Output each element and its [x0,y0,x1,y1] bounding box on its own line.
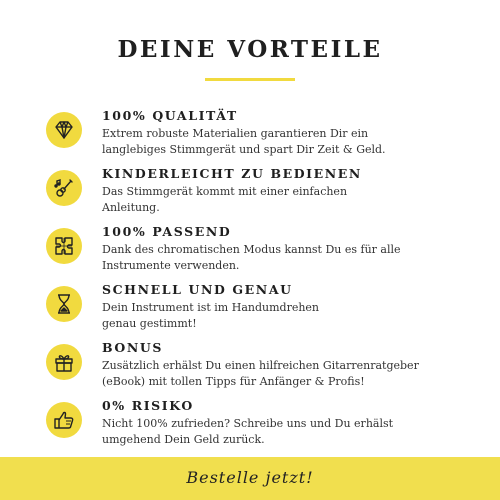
puzzle-icon [46,228,82,264]
benefit-item-quality [0,108,500,166]
footer-banner[interactable] [0,457,500,500]
benefit-description: Dein Instrument ist im Handumdrehen genau gestimmt! [102,301,320,330]
benefit-item-fitting [0,224,500,282]
benefit-description: Zusätzlich erhälst Du einen hilfreichen Gitarrenratgeber (eBook) mit tollen Tipps für Anfänger & Profis! [102,359,419,388]
benefit-description: Das Stimmgerät kommt mit einer einfachen Anleitung. [102,185,348,214]
benefit-title: 100% PASSEND [102,224,232,239]
benefit-title: SCHNELL UND GENAU [102,282,293,297]
benefit-description: Extrem robuste Materialien garantieren Dir ein langlebiges Stimmgerät und spart Dir Zeit & Geld. [102,127,386,156]
benefit-item-fast [0,282,500,340]
page-title: DEINE VORTEILE [117,36,383,63]
benefit-title: BONUS [102,340,164,355]
gift-icon [46,344,82,380]
benefit-item-bonus [0,340,500,398]
order-now-button[interactable]: Bestelle jetzt! [186,468,314,487]
guitar-music-icon [46,170,82,206]
benefit-title: KINDERLEICHT ZU BEDIENEN [102,166,362,181]
title-underline [205,78,295,81]
benefit-title: 0% RISIKO [102,398,194,413]
hourglass-icon [46,286,82,322]
benefit-title: 100% QUALITÄT [102,108,238,123]
diamond-icon [46,112,82,148]
benefit-item-easy [0,166,500,224]
benefit-description: Nicht 100% zufrieden? Schreibe uns und Du erhälst umgehend Dein Geld zurück. [102,417,394,446]
benefit-item-risk [0,398,500,456]
thumbs-up-icon [46,402,82,438]
benefit-description: Dank des chromatischen Modus kannst Du es für alle Instrumente verwenden. [102,243,401,272]
